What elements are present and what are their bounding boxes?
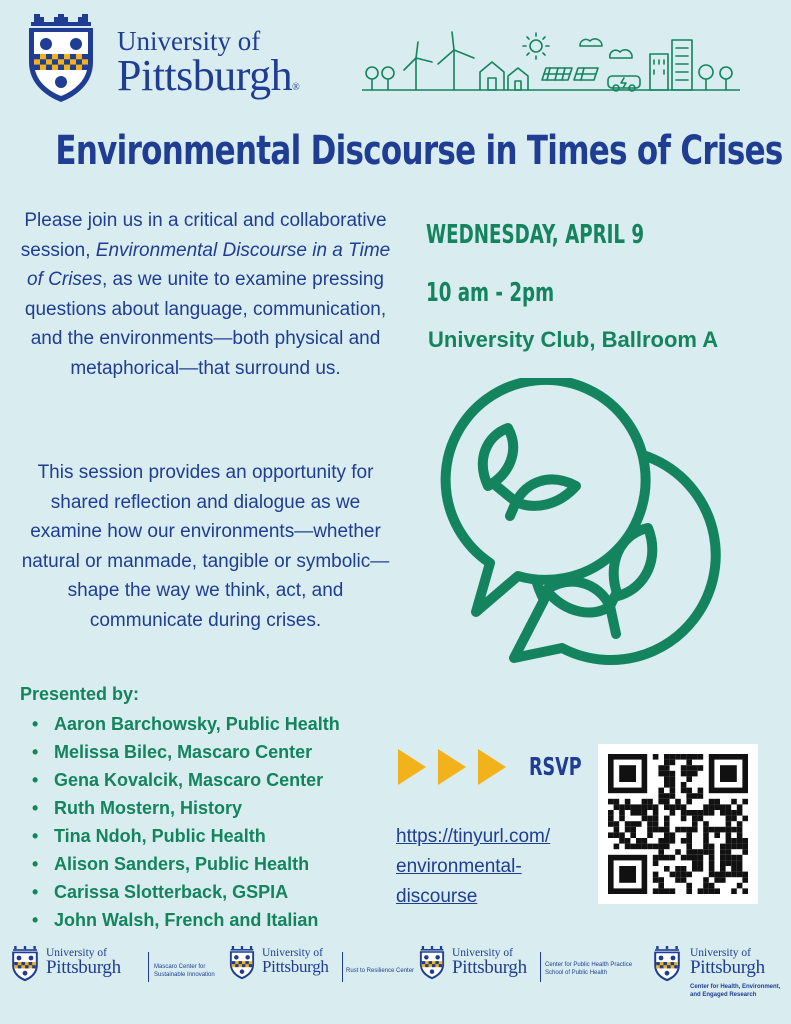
qr-code-icon (598, 744, 758, 904)
list-item: • Gena Kovalcik, Mascaro Center (26, 766, 340, 794)
list-item: • Carissa Slotterback, GSPIA (26, 878, 340, 906)
rsvp-link[interactable]: https://tinyurl.com/ environmental- discourse (396, 826, 551, 907)
pitt-shield-icon (10, 946, 40, 982)
presented-by-heading: Presented by: (20, 684, 140, 704)
logo-university-text: University of (117, 26, 261, 56)
pitt-shield-icon (418, 946, 446, 980)
university-logo (24, 14, 324, 106)
footer-logo-public-health-practice: University of Pittsburgh Center for Public Health Practice School of Public Health (418, 944, 648, 1014)
presenter-list (26, 710, 340, 934)
pitt-shield-icon (26, 14, 96, 104)
footer-logo-health-environment: University of Pittsburgh Center for Health, Environment, and Engaged Research (652, 944, 788, 1014)
footer-logo-mascaro: University of Pittsburgh Mascaro Center for Sustainable Innovation (10, 944, 220, 1014)
event-venue: University Club, Ballroom A (428, 327, 719, 352)
list-item: • Aaron Barchowsky, Public Health (26, 710, 340, 738)
event-date: WEDNESDAY, APRIL 9 (426, 220, 645, 250)
list-item: • Ruth Mostern, History (26, 794, 340, 822)
footer-logo-rust-to-resilience: University of Pittsburgh Rust to Resilience Center (228, 944, 418, 1014)
list-item: • Tina Ndoh, Public Health (26, 822, 340, 850)
list-item: • John Walsh, French and Italian (26, 906, 340, 934)
leaf-speech-bubbles-icon (420, 378, 760, 708)
intro-paragraph-1: Please join us in a critical and collaborative session, Environmental Discourse in a Time of Crises, as we unite to examine pressing questions about language, communication, and the environments—both physical and metaphorical—that surround us. (20, 210, 391, 379)
list-item: • Melissa Bilec, Mascaro Center (26, 738, 340, 766)
pitt-shield-icon (652, 946, 682, 982)
pitt-shield-icon (228, 946, 256, 980)
triangle-arrows-icon (396, 747, 506, 787)
intro-paragraph-2: This session provides an opportunity for shared reflection and dialogue as we examine how our environments—whether natural or manmade, tangible or symbolic—shape the way we think, act, and communicate during crises. (21, 462, 390, 631)
session-title-italic: Environmental Discourse in a Time of Crises (27, 239, 391, 291)
rsvp-label: RSVP (529, 752, 582, 781)
logo-pittsburgh-text: Pittsburgh® (117, 51, 300, 100)
list-item: • Alison Sanders, Public Health (26, 850, 340, 878)
page-title: Environmental Discourse in Times of Crises (55, 128, 783, 174)
sustainable-city-skyline-icon (362, 28, 740, 96)
event-time: 10 am - 2pm (426, 278, 555, 308)
